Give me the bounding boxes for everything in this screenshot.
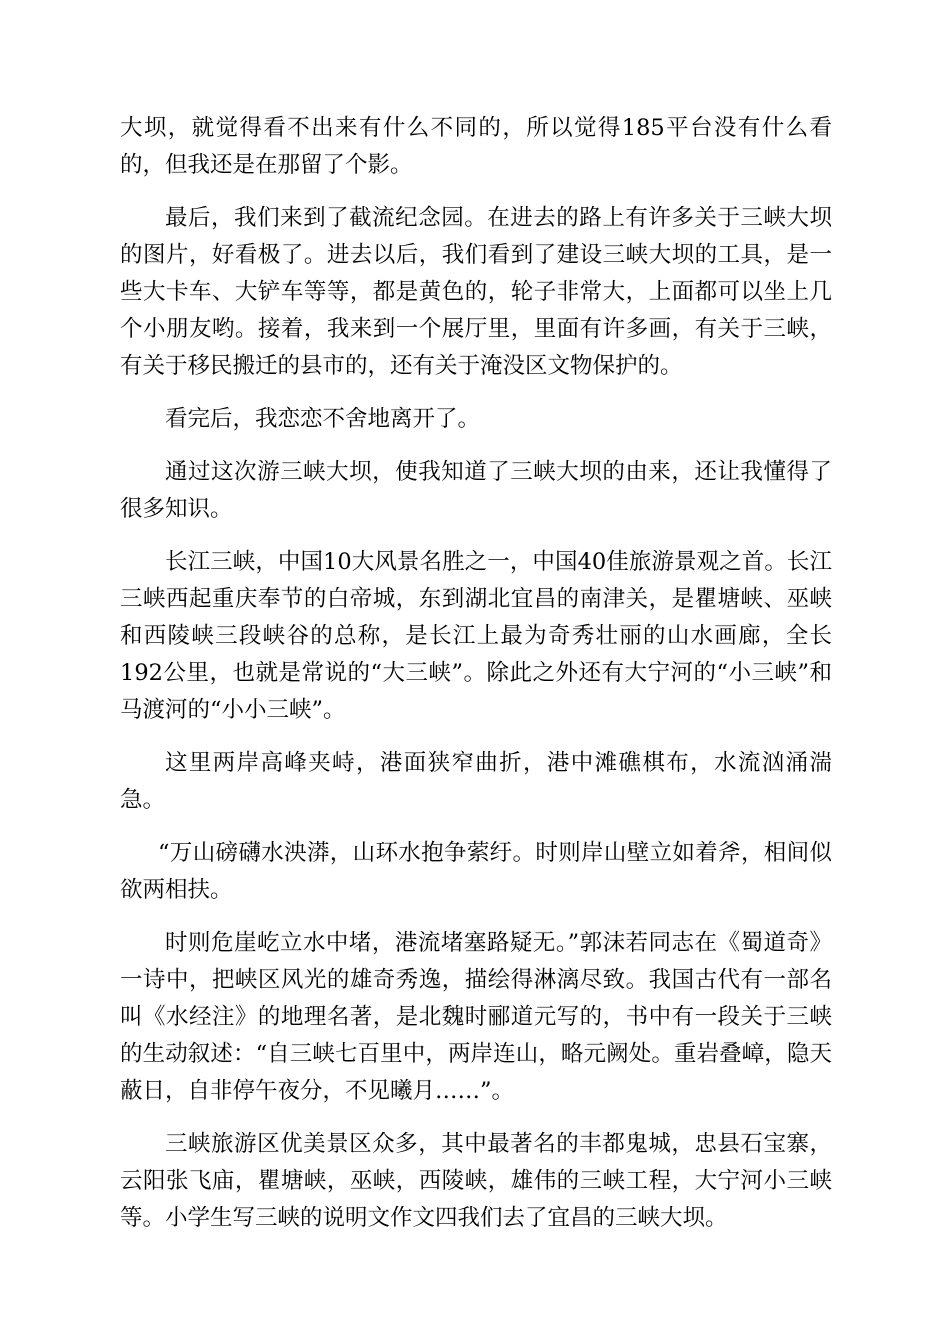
paragraph-knowledge: 通过这次游三峡大坝，使我知道了三峡大坝的由来，还让我懂得了很多知识。 xyxy=(120,459,832,522)
paragraph-scenic-spots: 三峡旅游区优美景区众多，其中最著名的丰都鬼城，忠县石宝寨，云阳张飞庙，瞿塘峡，巫峡，西陵峡，雄伟的三峡工程，大宁河小三峡等。小学生写三峡的说明文作文四我们去了宜昌的三峡大坝。 xyxy=(120,1131,832,1231)
paragraph-memorial-park: 最后，我们来到了截流纪念园。在进去的路上有许多关于三峡大坝的图片，好看极了。进去以后，我们看到了建设三峡大坝的工具，是一些大卡车、大铲车等等，都是黄色的，轮子非常大，上面都可以坐上几个小朋友哟。接着，我来到一个展厅里，里面有许多画，有关于三峡，有关于移民搬迁的县市的，还有关于淹没区文物保护的。 xyxy=(120,205,832,379)
paragraph-leaving: 看完后，我恋恋不舍地离开了。 xyxy=(165,406,481,432)
paragraph-poem-continued: 时则危崖屹立水中堵，港流堵塞路疑无。”郭沫若同志在《蜀道奇》一诗中，把峡区风光的雄奇秀逸，描绘得淋漓尽致。我国古代有一部名叫《水经注》的地理名著，是北魏时郦道元写的，书中有一段关于三峡的生动叙述：“自三峡七百里中，两岸连山，略元阙处。重岩叠嶂，隐天蔽日，自非停午夜分，不见曦月……”。 xyxy=(120,930,832,1104)
paragraph-dam-platform: 大坝，就觉得看不出来有什么不同的，所以觉得185平台没有什么看的，但我还是在那留了个影。 xyxy=(120,115,832,178)
paragraph-poem-quote: “万山磅礴水泱漭，山环水抱争萦纡。时则岸山壁立如着斧，相间似欲两相扶。 xyxy=(120,840,832,903)
document-body xyxy=(120,110,832,1253)
paragraph-landscape: 这里两岸高峰夹峙，港面狭窄曲折，港中滩礁棋布，水流汹涌湍急。 xyxy=(120,750,832,813)
paragraph-three-gorges-intro: 长江三峡，中国10大风景名胜之一，中国40佳旅游景观之首。长江三峡西起重庆奉节的白帝城，东到湖北宜昌的南津关，是瞿塘峡、巫峡和西陵峡三段峡谷的总称，是长江上最为奇秀壮丽的山水画廊，全长192公里，也就是常说的“大三峡”。除此之外还有大宁河的“小三峡”和马渡河的“小小三峡”。 xyxy=(120,549,832,723)
